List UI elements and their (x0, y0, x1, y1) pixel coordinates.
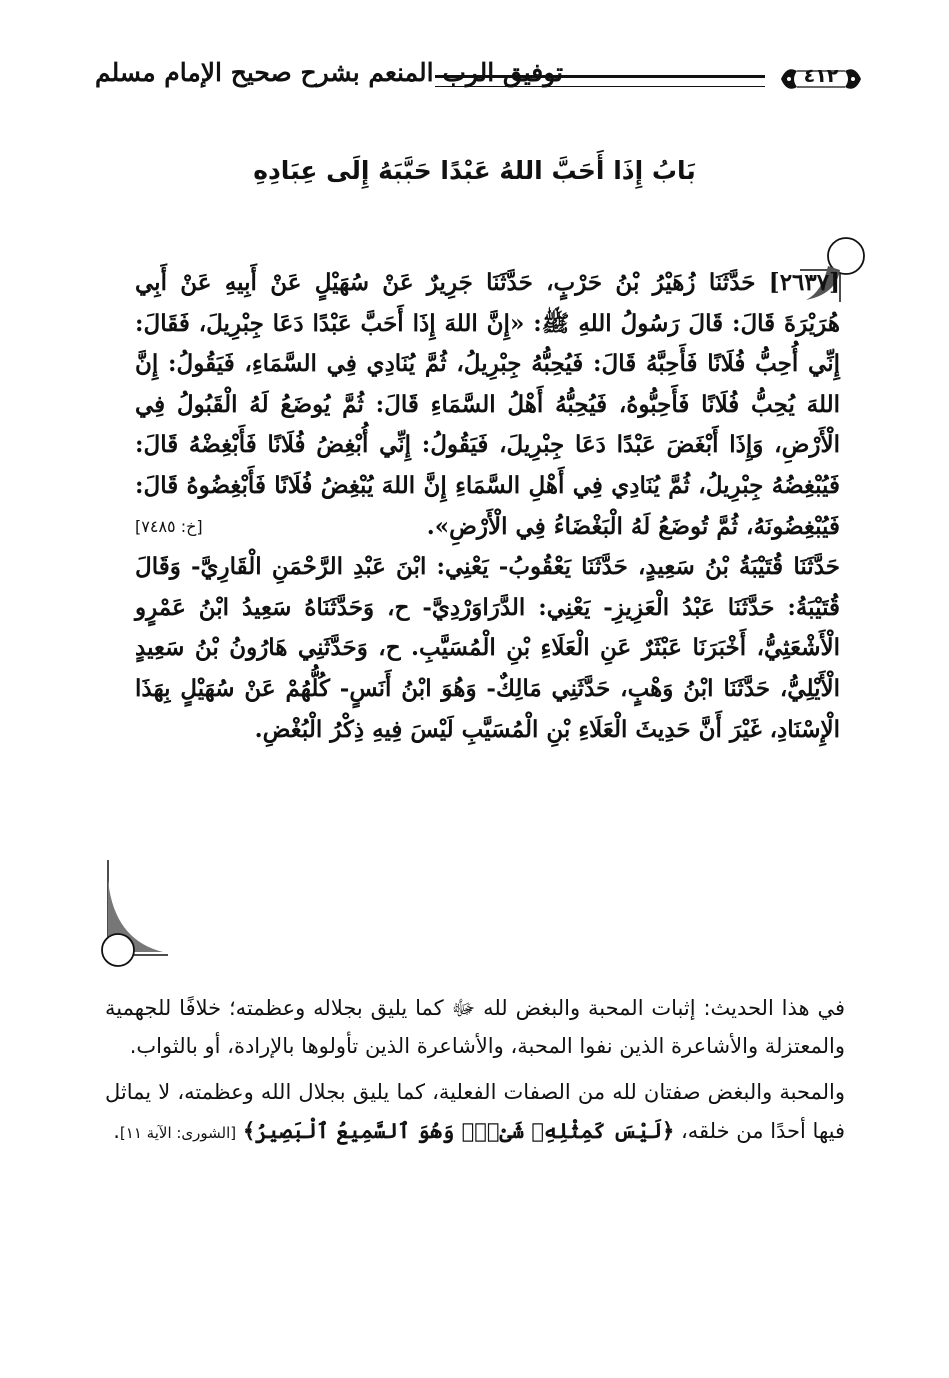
chapter-title: بَابُ إِذَا أَحَبَّ اللهُ عَبْدًا حَبَّبَهُ إِلَى عِبَادِهِ (253, 156, 696, 185)
hadith-chain: حَدَّثَنَا قُتَيْبَةُ بْنُ سَعِيدٍ، حَدَّثَنَا يَعْقُوبُ- يَعْنِي: ابْنَ عَبْدِ الرَّحْمَنِ الْقَارِيَّ- وَقَالَ قُتَيْبَةُ: حَدَّثَنَا عَبْدُ الْعَزِيزِ- يَعْنِي: الدَّرَاوَرْدِيَّ- ح، وَحَدَّثَنَاهُ سَعِيدُ ابْنُ عَمْرٍو الْأَشْعَثِيُّ، أَخْبَرَنَا عَبْثَرٌ عَنِ الْعَلَاءِ بْنِ الْمُسَيَّبِ. ح، وَحَدَّثَنِي هَارُونُ بْنُ سَعِيدٍ الْأَيْلِيُّ، حَدَّثَنَا ابْنُ وَهْبٍ، حَدَّثَنِي مَالِكٌ- وَهُوَ ابْنُ أَنَسٍ- كُلُّهُمْ عَنْ سُهَيْلٍ بِهَذَا الْإِسْنَادِ، غَيْرَ أَنَّ حَدِيثَ الْعَلَاءِ بْنِ الْمُسَيَّبِ لَيْسَ فِيهِ ذِكْرُ الْبُغْضِ. (135, 553, 840, 743)
running-title: توفيق الرب المنعم بشرح صحيح الإمام مسلم (95, 58, 564, 87)
hadith-main-text: [٢٦٣٧] حَدَّثَنَا زُهَيْرُ بْنُ حَرْبٍ، حَدَّثَنَا جَرِيرٌ عَنْ سُهَيْلٍ عَنْ أَبِيهِ عَنْ أَبِي هُرَيْرَةَ قَالَ: قَالَ رَسُولُ اللهِ ﷺ: «إِنَّ اللهَ إِذَا أَحَبَّ عَبْدًا دَعَا جِبْرِيلَ، فَقَالَ: إِنِّي أُحِبُّ فُلَانًا فَأَحِبَّهُ قَالَ: فَيُحِبُّهُ جِبْرِيلُ، ثُمَّ يُنَادِي فِي السَّمَاءِ، فَيَقُولُ: إِنَّ اللهَ يُحِبُّ فُلَانًا فَأَحِبُّوهُ، فَيُحِبُّهُ أَهْلُ السَّمَاءِ قَالَ: ثُمَّ يُوضَعُ لَهُ الْقَبُولُ فِي الْأَرْضِ، وَإِذَا أَبْغَضَ عَبْدًا دَعَا جِبْرِيلَ، فَيَقُولُ: إِنِّي أُبْغِضُ فُلَانًا فَأَبْغِضْهُ قَالَ: فَيُبْغِضُهُ جِبْرِيلُ، ثُمَّ يُنَادِي فِي أَهْلِ السَّمَاءِ إِنَّ اللهَ يُبْغِضُ فُلَانًا فَأَبْغِضُوهُ قَالَ: فَيُبْغِضُونَهُ، ثُمَّ تُوضَعُ لَهُ الْبَغْضَاءُ فِي الْأَرْضِ». (135, 269, 840, 540)
hadith-reference: [خ: ٧٤٨٥] (135, 516, 203, 536)
frame-corner-bottom-left-icon (88, 860, 168, 970)
commentary-paragraph-1: في هذا الحديث: إثبات المحبة والبغض لله ﷻ كما يليق بجلاله وعظمته؛ خلافًا للجهمية والمعتزلة والأشاعرة الذين نفوا المحبة، والأشاعرة الذين تأولوها بالإرادة، أو بالثواب. (105, 996, 845, 1058)
page-number: ٤١٢ (803, 65, 839, 87)
commentary (105, 990, 845, 1152)
quran-verse: ﴿لَيْسَ كَمِثْلِهِۦ شَىْءٌۖ وَهُوَ ٱلسَّمِيعُ ٱلْبَصِيرُ﴾ (242, 1117, 675, 1143)
verse-reference: [الشورى: الآية ١١] (119, 1123, 237, 1142)
hadith-text (135, 263, 840, 750)
sentence-end: . (113, 1118, 120, 1143)
page-header (95, 55, 865, 105)
commentary-paragraph-2 (105, 1074, 845, 1152)
page-number-badge (777, 59, 865, 99)
commentary-intro: والمحبة والبغض صفتان لله من الصفات الفعلية، كما يليق بجلال الله وعظمته، لا يماثل فيها أحدًا من خلقه، (105, 1080, 845, 1143)
hadith-main (135, 263, 840, 547)
